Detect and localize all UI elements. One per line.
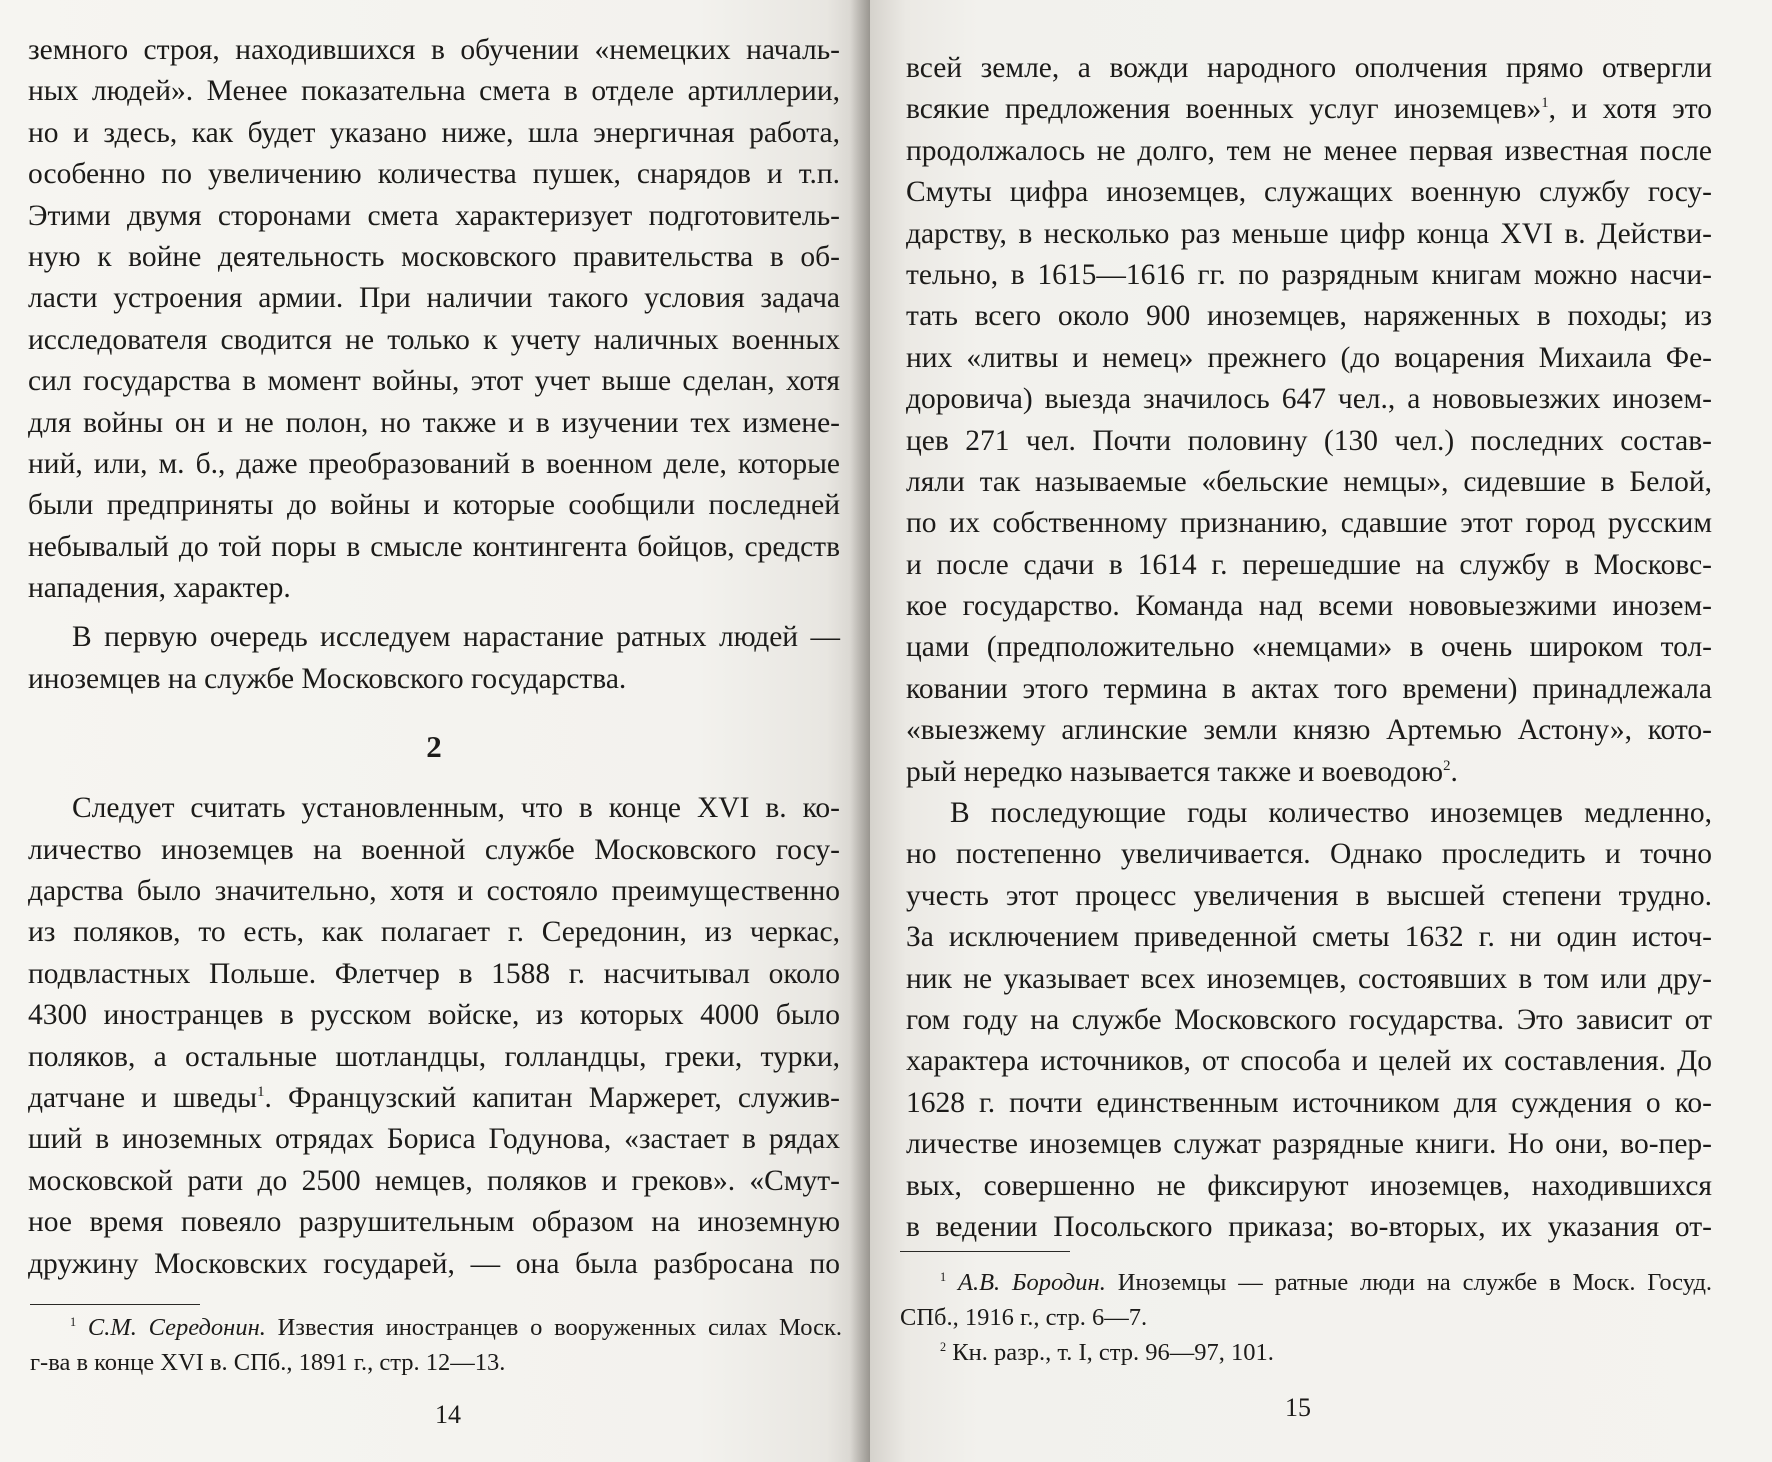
text-line: характера источников, от способа и целей их составления. До — [906, 1045, 1712, 1078]
footnote-ref: 2 — [1443, 757, 1451, 774]
text-line: ное время повеяло разрушительным образом на иноземную — [28, 1206, 840, 1239]
text-fragment: рый нередко называется также и воеводою — [906, 755, 1444, 788]
text-line: особенно по увеличению количества пушек, снарядов и т.п. — [28, 158, 840, 191]
text-fragment: , и хотя это — [1548, 93, 1712, 126]
text-line: За исключением приведенной сметы 1632 г. ни один источ- — [906, 921, 1712, 954]
text-line — [906, 89, 1712, 130]
text-line: Следует считать установленным, что в конце XVI в. ко- — [72, 792, 840, 825]
left-page-body — [28, 30, 840, 1285]
footnote-text: Известия иностранцев о вооруженных силах Моск. — [277, 1314, 842, 1341]
paragraph — [28, 617, 840, 700]
text-line: ных людей». Менее показательна смета в отделе артиллерии, — [28, 75, 840, 108]
text-line: ную к войне деятельность московского правительства в об- — [28, 240, 840, 273]
text-line: продолжалось не долго, тем не менее первая известная после — [906, 134, 1712, 167]
footnote-mark: 2 — [940, 1339, 947, 1354]
text-line: «выезжему аглинские земли князю Артемью Астону», кото- — [906, 714, 1712, 747]
text-line: ласти устроения армии. При наличии такого условия задача — [28, 282, 840, 315]
left-page — [0, 0, 870, 1462]
footnote-mark: 1 — [70, 1314, 77, 1329]
text-line: учесть этот процесс увеличения в высшей степени трудно. — [906, 879, 1712, 912]
text-line: Смуты цифра иноземцев, служащих военную службу госу- — [906, 176, 1712, 209]
footnote-line — [900, 1265, 1712, 1300]
text-line — [28, 1078, 840, 1119]
text-line: из поляков, то есть, как полагает г. Середонин, из черкас, — [28, 916, 840, 949]
text-line: личестве иноземцев служат разрядные книги. Но они, во-пер- — [906, 1128, 1712, 1161]
paragraph-continued — [28, 30, 840, 609]
text-line: но постепенно увеличивается. Однако проследить и точно — [906, 838, 1712, 871]
text-line: были предприняты до войны и которые сообщили последней — [28, 489, 840, 522]
text-line: но и здесь, как будет указано ниже, шла энергичная работа, — [28, 116, 840, 149]
text-line — [906, 752, 1712, 793]
text-line: по их собственному признанию, сдавшие этот город русским — [906, 507, 1712, 540]
text-line: 4300 иностранцев в русском войске, из которых 4000 было — [28, 999, 840, 1032]
text-fragment: датчане и шведы — [28, 1081, 258, 1114]
footnotes — [900, 1265, 1712, 1370]
text-line: 1628 г. почти единственным источником для суждения о ко- — [906, 1086, 1712, 1119]
text-fragment: всякие предложения военных услуг иноземцев» — [906, 93, 1542, 126]
text-line: ний, или, м. б., даже преобразований в военном деле, которые — [28, 447, 840, 480]
text-line: них «литвы и немец» прежнего (до воцарения Михаила Фе- — [906, 341, 1712, 374]
text-line: сил государства в момент войны, этот учет выше сделан, хотя — [28, 365, 840, 398]
text-fragment: . — [1450, 755, 1458, 788]
page-number: 14 — [435, 1400, 461, 1429]
text-line: В последующие годы количество иноземцев медленно, — [950, 797, 1712, 830]
footnote-mark: 1 — [940, 1269, 947, 1284]
text-line: В первую очередь исследуем нарастание ратных людей — — [72, 621, 840, 654]
text-line: личество иноземцев на военной службе Московского госу- — [28, 833, 840, 866]
text-line: в ведении Посольского приказа; во-вторых, их указания от- — [906, 1210, 1712, 1243]
footnotes — [30, 1310, 842, 1380]
text-line: ший в иноземных отрядах Бориса Годунова, «застает в рядах — [28, 1123, 840, 1156]
text-line: нападения, характер. — [28, 572, 291, 605]
footnote-line — [30, 1310, 842, 1345]
text-line: дружину Московских государей, — она была разбросана по — [28, 1247, 840, 1280]
page-number: 15 — [1285, 1393, 1311, 1422]
paragraph — [28, 788, 840, 1285]
text-line: ник не указывает всех иноземцев, состоявших в том или дру- — [906, 962, 1712, 995]
footnote-text: Кн. разр., т. I, стр. 96—97, 101. — [952, 1339, 1274, 1366]
footnote-divider — [900, 1251, 1070, 1252]
text-line: тать всего около 900 иноземцев, наряженных в походы; из — [906, 300, 1712, 333]
footnote-line: СПб., 1916 г., стр. 6—7. — [900, 1304, 1148, 1331]
footnote-ref: 1 — [257, 1084, 265, 1101]
text-line: небывалый до той поры в смысле контингента бойцов, средств — [28, 530, 840, 563]
footnote-author: А.В. Бородин. — [957, 1269, 1106, 1296]
text-fragment: . Французский капитан Маржерет, служив- — [264, 1081, 841, 1114]
paragraph — [906, 793, 1712, 1248]
text-line: доровича) выезда значилось 647 чел., а нововыезжих инозем- — [906, 383, 1712, 416]
text-line: вых, совершенно не фиксируют иноземцев, находившихся — [906, 1169, 1712, 1202]
text-line: тельно, в 1615—1616 гг. по разрядным книгам можно насчи- — [906, 258, 1712, 291]
paragraph-continued — [906, 48, 1712, 793]
text-line: московской рати до 2500 немцев, поляков и греков». «Смут- — [28, 1164, 840, 1197]
footnote-line: г-ва в конце XVI в. СПб., 1891 г., стр. 12—13. — [30, 1349, 506, 1376]
text-line: ковании этого термина в актах того времени) принадлежала — [906, 672, 1712, 705]
footnote-line — [900, 1335, 1712, 1370]
text-line: Этими двумя сторонами смета характеризует подготовитель- — [28, 199, 840, 232]
text-line: земного строя, находившихся в обучении «немецких началь- — [28, 34, 840, 66]
right-page-body — [906, 48, 1712, 1248]
footnote-ref: 1 — [1541, 95, 1549, 112]
text-line: подвластных Польше. Флетчер в 1588 г. насчитывал около — [28, 957, 840, 990]
text-line: всей земле, а вожди народного ополчения прямо отвергли — [906, 52, 1712, 84]
text-line: исследователя сводится не только к учету наличных военных — [28, 323, 840, 356]
text-line: поляков, а остальные шотландцы, голландцы, греки, турки, — [28, 1040, 840, 1073]
text-line: цами (предположительно «немцами» в очень широком тол- — [906, 631, 1712, 664]
section-heading: 2 — [426, 729, 442, 765]
text-line: кое государство. Команда над всеми нововыезжими инозем- — [906, 590, 1712, 623]
footnote-author: С.М. Середонин. — [87, 1314, 266, 1341]
text-line: цев 271 чел. Почти половину (130 чел.) последних состав- — [906, 424, 1712, 457]
text-line: для войны он и не полон, но также и в изучении тех измене- — [28, 406, 840, 439]
text-line: дарству, в несколько раз меньше цифр конца XVI в. Действи- — [906, 217, 1712, 250]
right-page — [870, 0, 1772, 1462]
footnote-divider — [30, 1304, 200, 1305]
text-line: гом году на службе Московского государства. Это зависит от — [906, 1003, 1712, 1036]
text-line: дарства было значительно, хотя и состояло преимущественно — [28, 875, 840, 908]
text-line: ляли так называемые «бельские немцы», сидевшие в Белой, — [906, 465, 1712, 498]
text-line: и после сдачи в 1614 г. перешедшие на службу в Московс- — [906, 548, 1712, 581]
text-line: иноземцев на службе Московского государства. — [28, 662, 627, 695]
footnote-text: Иноземцы — ратные люди на службе в Моск. Госуд. — [1117, 1269, 1713, 1296]
